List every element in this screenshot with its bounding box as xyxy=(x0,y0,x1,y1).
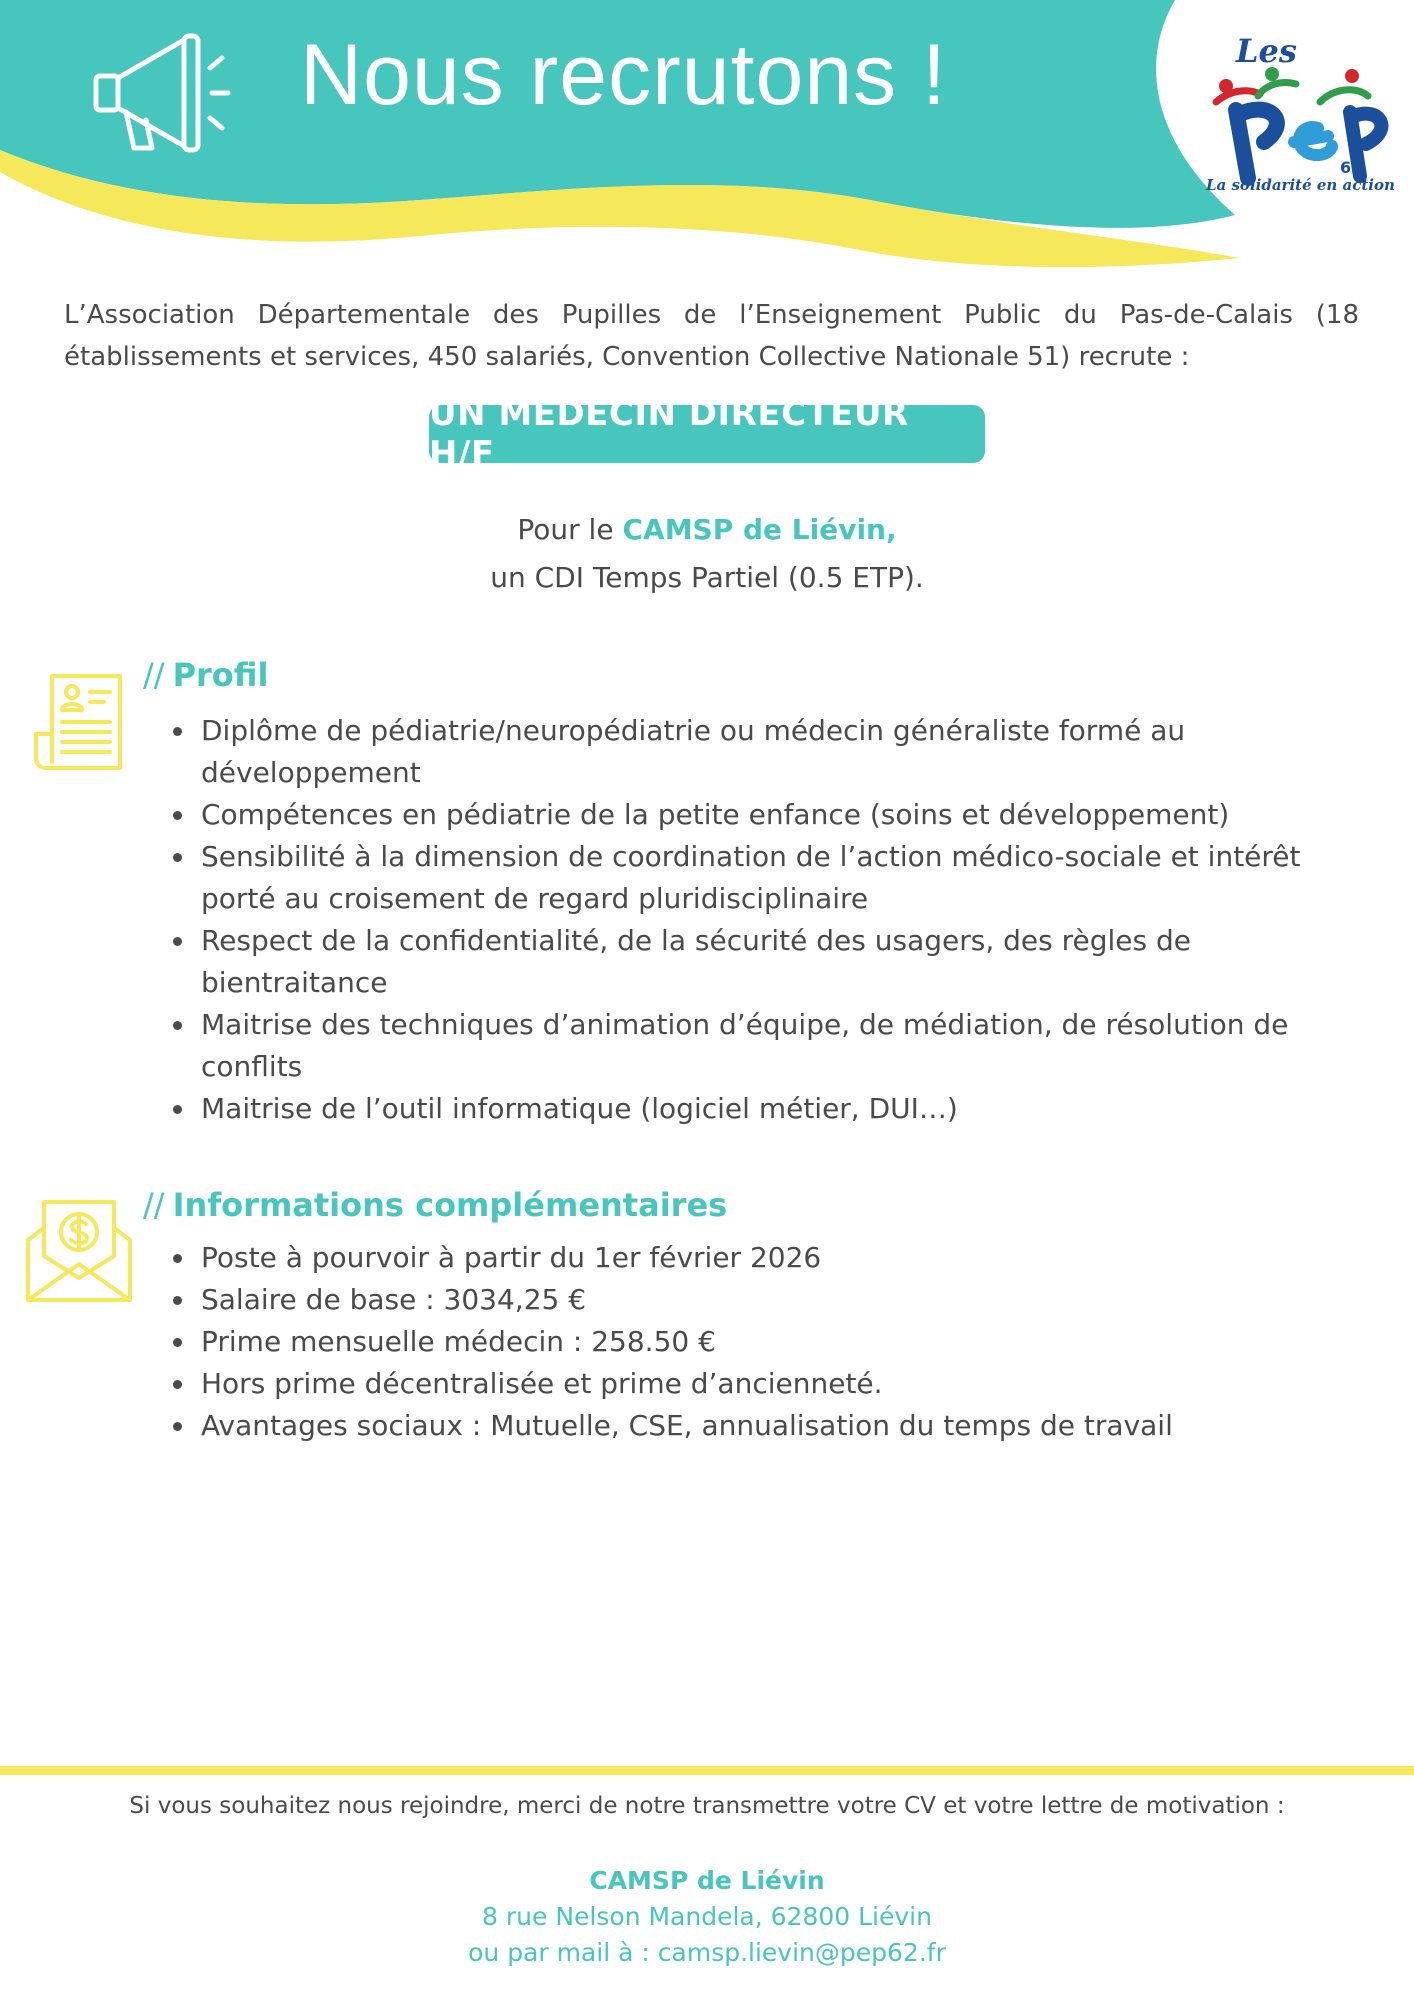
info-item: • Avantages sociaux : Mutuelle, CSE, annualisation du temps de travail xyxy=(197,1405,1377,1447)
resume-icon xyxy=(34,672,124,772)
position-block xyxy=(300,506,1114,602)
page-title: Nous recrutons ! xyxy=(300,27,947,123)
profile-item: • Maitrise de l’outil informatique (logiciel métier, DUI…) xyxy=(197,1088,1377,1130)
info-heading-text: Informations complémentaires xyxy=(172,1186,728,1224)
profile-item: • Sensibilité à la dimension de coordination de l’action médico-sociale et intérêt porté au croisement de regard pluridisciplinaire xyxy=(197,836,1377,920)
footer-organisation: CAMSP de Liévin xyxy=(589,1866,825,1895)
info-heading xyxy=(143,1186,727,1224)
megaphone-icon xyxy=(88,28,238,158)
money-envelope-icon xyxy=(24,1196,134,1306)
logo-text-les: Les xyxy=(1236,32,1297,70)
info-item: • Prime mensuelle médecin : 258.50 € xyxy=(197,1321,1377,1363)
profile-heading-text: Profil xyxy=(172,656,269,694)
profile-list xyxy=(155,710,1377,1130)
info-item: • Poste à pourvoir à partir du 1er février 2026 xyxy=(197,1237,1377,1279)
profile-item: • Diplôme de pédiatrie/neuropédiatrie ou médecin généraliste formé au développement xyxy=(197,710,1377,794)
info-heading-slashes: // xyxy=(143,1186,165,1224)
profile-item: • Respect de la confidentialité, de la sécurité des usagers, des règles de bientraitance xyxy=(197,920,1377,1004)
profile-item: • Compétences en pédiatrie de la petite enfance (soins et développement) xyxy=(197,794,1377,836)
info-item: • Salaire de base : 3034,25 € xyxy=(197,1279,1377,1321)
info-item: • Hors prime décentralisée et prime d’ancienneté. xyxy=(197,1363,1377,1405)
position-line-1 xyxy=(300,506,1114,554)
profile-heading xyxy=(143,656,268,694)
job-title-badge: UN MEDECIN DIRECTEUR H/F xyxy=(429,405,985,463)
position-prefix: Pour le xyxy=(517,513,623,546)
profile-item: • Maitrise des techniques d’animation d’équipe, de médiation, de résolution de conflits xyxy=(197,1004,1377,1088)
footer-intro: Si vous souhaitez nous rejoindre, merci de notre transmettre votre CV et votre lettre de motivation : xyxy=(129,1793,1285,1819)
footer-address: 8 rue Nelson Mandela, 62800 Liévin xyxy=(482,1902,932,1931)
logo-tagline: La solidarité en action xyxy=(1206,176,1395,194)
position-place: CAMSP de Liévin, xyxy=(622,513,897,546)
info-list xyxy=(155,1237,1377,1447)
profile-heading-slashes: // xyxy=(143,656,165,694)
intro-paragraph: L’Association Départementale des Pupilles de l’Enseignement Public du Pas-de-Calais (18 établissements et services, 450 salariés, Convention Collective Nationale 51) recrute : xyxy=(64,300,1359,372)
position-contract: un CDI Temps Partiel (0.5 ETP). xyxy=(490,561,924,594)
footer-email: ou par mail à : camsp.lievin@pep62.fr xyxy=(468,1938,946,1967)
logo-number: 62 xyxy=(1340,158,1363,177)
footer-divider xyxy=(0,1766,1414,1775)
